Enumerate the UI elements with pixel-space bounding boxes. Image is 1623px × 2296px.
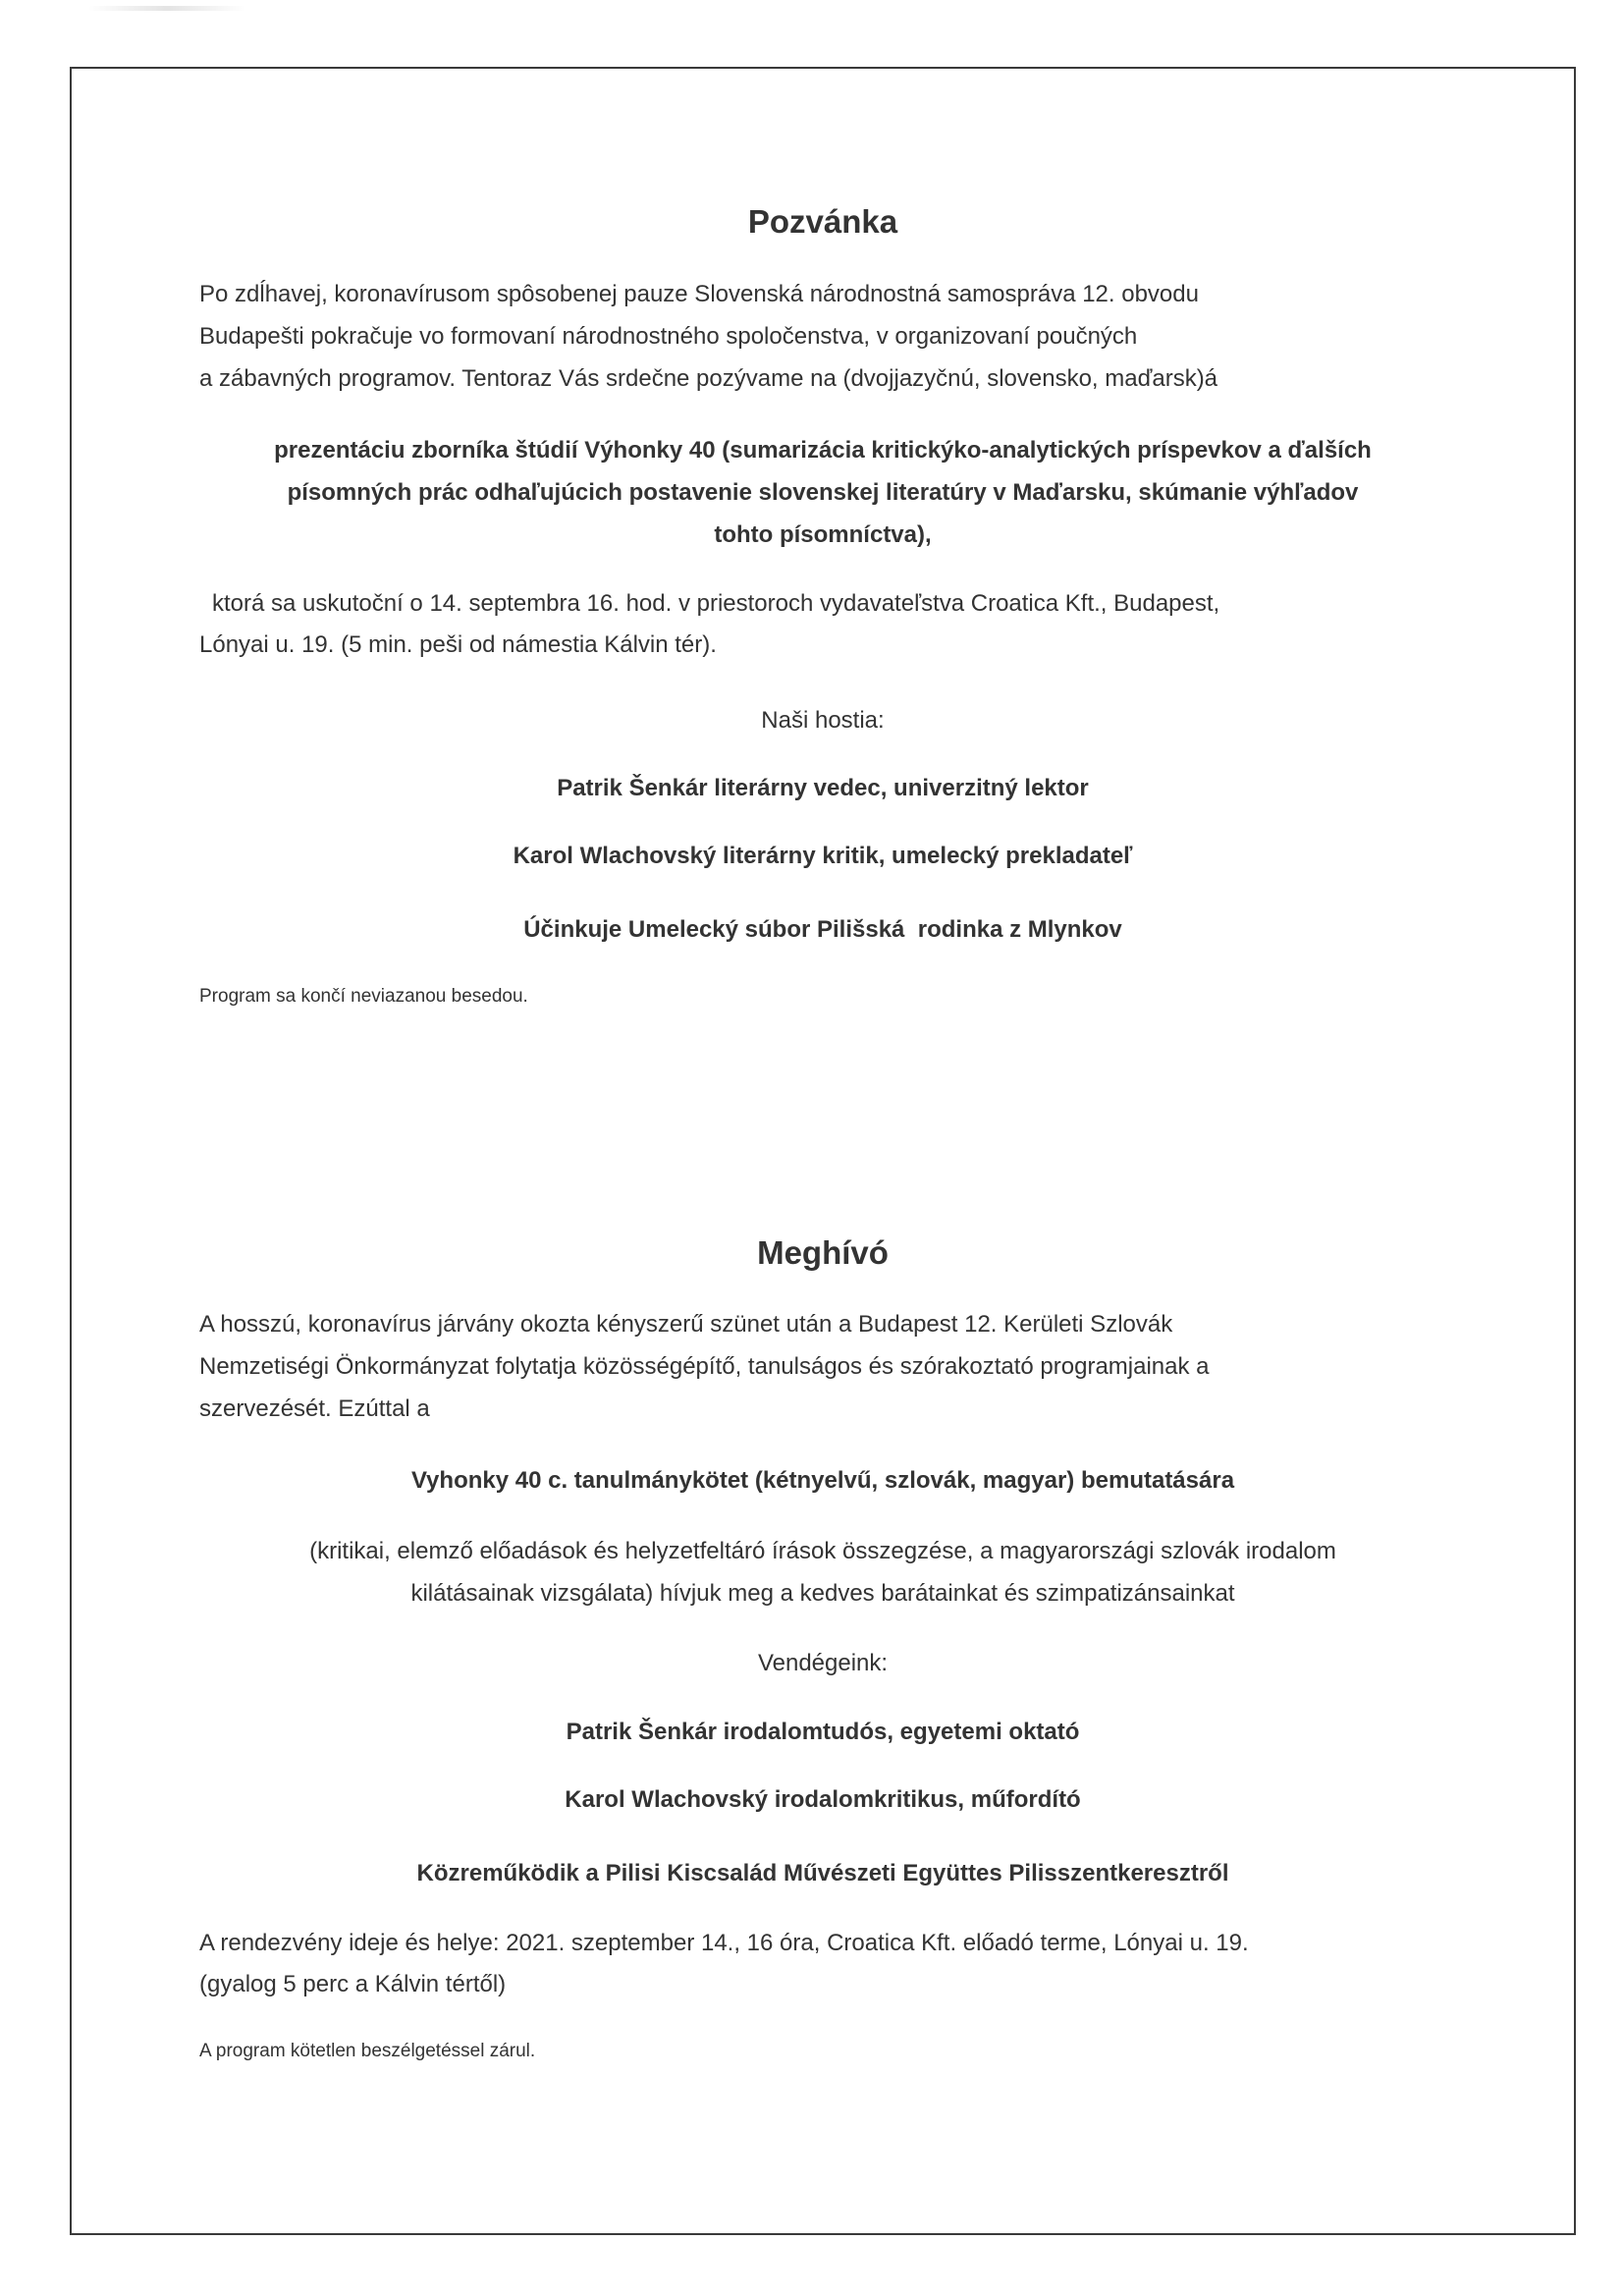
hungarian-highlight: Vyhonky 40 c. tanulmánykötet (kétnyelvű, szlovák, magyar) bemutatására bbox=[410, 1467, 1235, 1494]
hungarian-guests-label: Vendégeink: bbox=[757, 1650, 889, 1676]
hungarian-closing: A program kötetlen beszélgetéssel zárul. bbox=[199, 2041, 536, 2061]
slovak-guests-label: Naši hostia: bbox=[761, 707, 885, 734]
slovak-venue-line: ktorá sa uskutoční o 14. septembra 16. hod. v priestoroch vydavateľstva Croatica Kft., Budapest, bbox=[212, 590, 1220, 617]
slovak-venue-line: Lónyai u. 19. (5 min. peši od námestia Kálvin tér). bbox=[199, 631, 717, 658]
slovak-closing: Program sa končí neviazanou besedou. bbox=[199, 986, 528, 1007]
slovak-highlight-line: prezentáciu zborníka štúdií Výhonky 40 (sumarizácia kritickýko-analytických príspevkov a ďalších bbox=[274, 437, 1372, 464]
hungarian-intro-line: A hosszú, koronavírus járvány okozta kényszerű szünet után a Budapest 12. Kerületi Szlovák bbox=[199, 1311, 1173, 1338]
hungarian-intro-line: szervezését. Ezúttal a bbox=[199, 1395, 430, 1422]
hungarian-intro-line: Nemzetiségi Önkormányzat folytatja közösségépítő, tanulságos és szórakoztató programjainak a bbox=[199, 1353, 1210, 1380]
scan-artifact bbox=[88, 6, 245, 11]
hungarian-title: Meghívó bbox=[757, 1234, 889, 1271]
slovak-performer: Účinkuje Umelecký súbor Pilišská rodinka z Mlynkov bbox=[523, 916, 1122, 943]
slovak-highlight-line: tohto písomníctva), bbox=[714, 521, 932, 548]
slovak-intro-line: Budapešti pokračuje vo formovaní národnostného spoločenstva, v organizovaní poučných bbox=[199, 323, 1138, 350]
slovak-guest: Patrik Šenkár literárny vedec, univerzitný lektor bbox=[557, 775, 1089, 801]
hungarian-description-line: kilátásainak vizsgálata) hívjuk meg a kedves barátainkat és szimpatizánsainkat bbox=[410, 1580, 1235, 1607]
hungarian-venue-line: (gyalog 5 perc a Kálvin tértől) bbox=[199, 1971, 507, 1997]
slovak-intro-line: Po zdĺhavej, koronavírusom spôsobenej pauze Slovenská národnostná samospráva 12. obvodu bbox=[199, 281, 1199, 307]
hungarian-guest: Patrik Šenkár irodalomtudós, egyetemi oktató bbox=[566, 1719, 1080, 1745]
hungarian-venue-line: A rendezvény ideje és helye: 2021. szeptember 14., 16 óra, Croatica Kft. előadó terme, Lónyai u. 19. bbox=[199, 1930, 1249, 1956]
hungarian-guest: Karol Wlachovský irodalomkritikus, műfordító bbox=[565, 1786, 1081, 1813]
hungarian-description-line: (kritikai, elemző előadások és helyzetfeltáró írások összegzése, a magyarországi szlovák irodalom bbox=[309, 1538, 1336, 1564]
hungarian-performer: Közreműködik a Pilisi Kiscsalád Művészeti Együttes Pilisszentkeresztről bbox=[416, 1860, 1229, 1886]
slovak-title: Pozvánka bbox=[747, 203, 898, 240]
slovak-highlight-line: písomných prác odhaľujúcich postavenie slovenskej literatúry v Maďarsku, skúmanie výhľadov bbox=[287, 479, 1359, 506]
slovak-guest: Karol Wlachovský literárny kritik, umelecký prekladateľ bbox=[513, 843, 1133, 869]
slovak-intro-line: a zábavných programov. Tentoraz Vás srdečne pozývame na (dvojjazyčnú, slovensko, maďarsk)á bbox=[199, 365, 1218, 392]
